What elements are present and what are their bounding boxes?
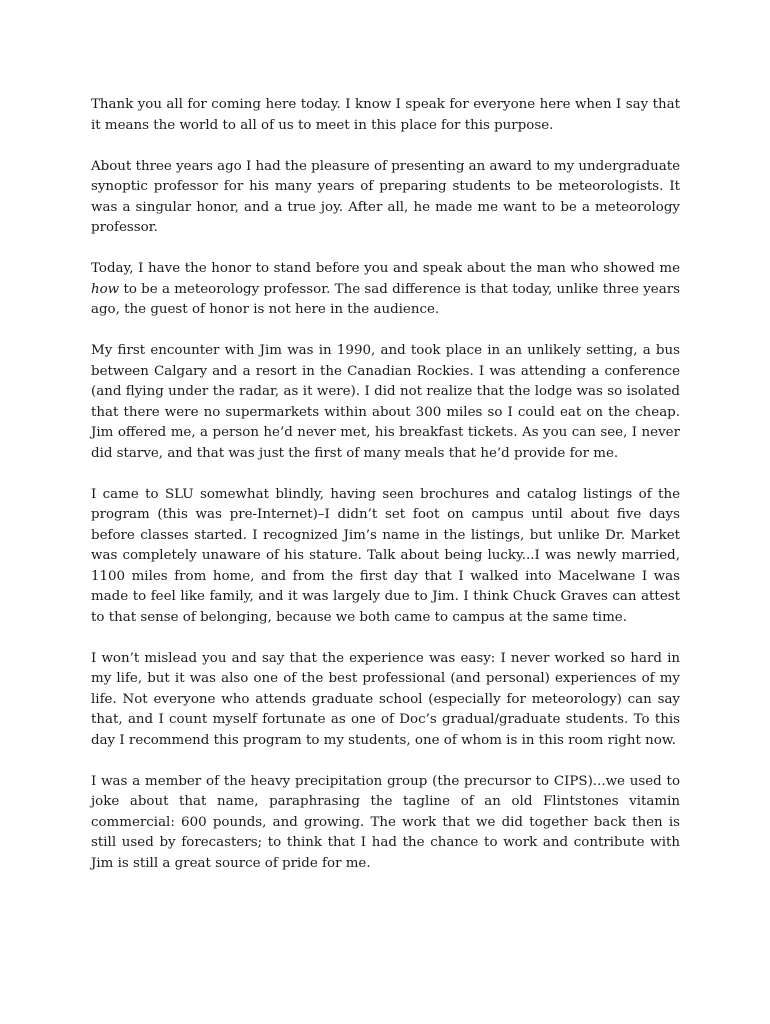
document-body — [91, 95, 680, 895]
italic-emphasis: how — [91, 281, 120, 297]
paragraph-text: About three years ago I had the pleasure of presenting an award to my undergraduate synoptic professor for his many years of preparing students to be meteorologists. It was a singular honor, and a true joy. After all, he made me want to be a meteorology professor. — [91, 158, 680, 235]
paragraph-text: Today, I have the honor to stand before you and speak about the man who showed me — [91, 261, 680, 276]
paragraph-p5 — [91, 485, 680, 629]
paragraph-text: My first encounter with Jim was in 1990, and took place in an unlikely setting, a bus between Calgary and a resort in the Canadian Rockies. I was attending a conference (and flying under the radar, as it were). I did not realize that the lodge was so isolated that there were no supermarkets within about 300 miles so I could eat on the cheap. Jim offered me, a person he’d never met, his breakfast tickets. As you can see, I never did starve, and that was just the first of many meals that he’d provide for me. — [91, 343, 680, 461]
paragraph-text: to be a meteorology professor. The sad difference is that today, unlike three years ago, the guest of honor is not here in the audience. — [91, 281, 680, 317]
paragraph-p2 — [91, 157, 680, 239]
paragraph-p6 — [91, 649, 680, 752]
paragraph-p7 — [91, 772, 680, 875]
paragraph-text: Thank you all for coming here today. I know I speak for everyone here when I say that it means the world to all of us to meet in this place for this purpose. — [91, 97, 680, 133]
paragraph-text: I came to SLU somewhat blindly, having seen brochures and catalog listings of the program (this was pre-Internet)–I didn’t set foot on campus until about five days before classes started. I recognized Jim’s name in the listings, but unlike Dr. Market was completely unaware of his stature. Talk about being lucky...I was newly married, 1100 miles from home, and from the first day that I walked into Macelwane I was made to feel like family, and it was largely due to Jim. I think Chuck Graves can attest to that sense of belonging, because we both came to campus at the same time. — [91, 486, 680, 625]
paragraph-p4 — [91, 341, 680, 464]
paragraph-p1 — [91, 95, 680, 136]
paragraph-text: I was a member of the heavy precipitation group (the precursor to CIPS)...we used to joke about that name, paraphrasing the tagline of an old Flintstones vitamin commercial: 600 pounds, and growing. The work that we did together back then is still used by forecasters; to think that I had the chance to work and contribute with Jim is still a great source of pride for me. — [91, 773, 680, 871]
paragraph-p3 — [91, 259, 680, 321]
paragraph-text: I won’t mislead you and say that the experience was easy: I never worked so hard in my life, but it was also one of the best professional (and personal) experiences of my life. Not everyone who attends graduate school (especially for meteorology) can say that, and I count myself fortunate as one of Doc’s gradual/graduate students. To this day I recommend this program to my students, one of whom is in this room right now. — [91, 650, 680, 748]
